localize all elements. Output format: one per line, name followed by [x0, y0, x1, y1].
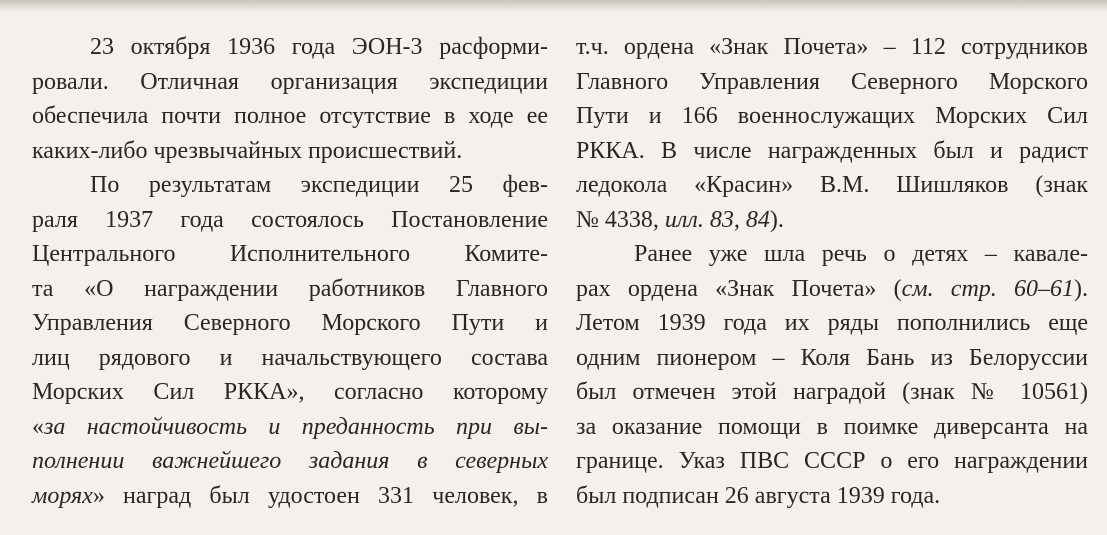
- text-line-with-italic: [32, 410, 548, 445]
- text-line: ровали. Отличная организация экспедиции: [32, 68, 548, 95]
- text-line: Морских Сил РККА», согласно которому: [32, 379, 548, 405]
- text-fragment: ).: [769, 206, 784, 233]
- text-fragment: ).: [1074, 275, 1088, 302]
- text-line: обеспечила почти полное отсутствие в ходе ее: [32, 103, 548, 129]
- text-line: одним пионером – Коля Бань из Белоруссии: [576, 344, 1088, 371]
- right-column: [576, 30, 1088, 513]
- text-line: был подписан 26 августа 1939 года.: [576, 482, 941, 509]
- text-line: 23 октября 1936 года ЭОН-3 расформи-: [90, 34, 548, 60]
- text-line: Летом 1939 года их ряды пополнились еще: [576, 310, 1088, 336]
- page-reference: см. стр. 60–61: [901, 275, 1074, 302]
- text-line: за оказание помощи в поимке диверсанта на: [576, 413, 1088, 440]
- text-line: границе. Указ ПВС СССР о его награждении: [576, 448, 1088, 474]
- text-line: был отмечен этой наградой (знак № 10561): [576, 379, 1088, 405]
- text-line: Управления Северного Морского Пути и: [32, 310, 548, 336]
- text-fragment: » наград был удостоен 331 человек, в: [92, 482, 548, 509]
- text-line: По результатам экспедиции 25 фев-: [90, 172, 548, 198]
- left-column: [32, 30, 548, 513]
- illustration-reference: илл. 83, 84: [664, 206, 770, 233]
- text-line: каких-либо чрезвычайных происшествий.: [32, 137, 463, 164]
- text-line: РККА. В числе награжденных был и радист: [576, 137, 1088, 164]
- italic-quote: полнении важнейшего задания в северных: [32, 448, 548, 474]
- text-line: т.ч. ордена «Знак Почета» – 112 сотрудников: [576, 34, 1088, 60]
- text-line: Центрального Исполнительного Комите-: [32, 241, 548, 267]
- page-top-edge: [0, 0, 1107, 12]
- text-line-italic: [32, 444, 548, 479]
- text-line-with-italic: [576, 203, 1088, 238]
- text-line: Главного Управления Северного Морского: [576, 68, 1088, 95]
- italic-quote: за настойчивость и преданность при вы-: [44, 413, 548, 440]
- text-line: Пути и 166 военнослужащих Морских Сил: [576, 103, 1088, 129]
- text-fragment: рах ордена «Знак Почета» (: [576, 275, 902, 302]
- text-line: лиц рядового и начальствующего состава: [32, 344, 548, 371]
- text-line: раля 1937 года состоялось Постановление: [32, 206, 548, 233]
- text-line: Ранее уже шла речь о детях – кавале-: [634, 241, 1088, 267]
- text-line-with-italic: [32, 479, 548, 514]
- text-line: та «О награждении работников Главного: [32, 275, 548, 302]
- quote-mark: «: [32, 413, 44, 440]
- text-fragment: № 4338,: [576, 206, 665, 233]
- text-line-with-italic: [576, 272, 1088, 307]
- italic-quote: морях: [32, 482, 93, 509]
- text-line: ледокола «Красин» В.М. Шишляков (знак: [576, 172, 1088, 198]
